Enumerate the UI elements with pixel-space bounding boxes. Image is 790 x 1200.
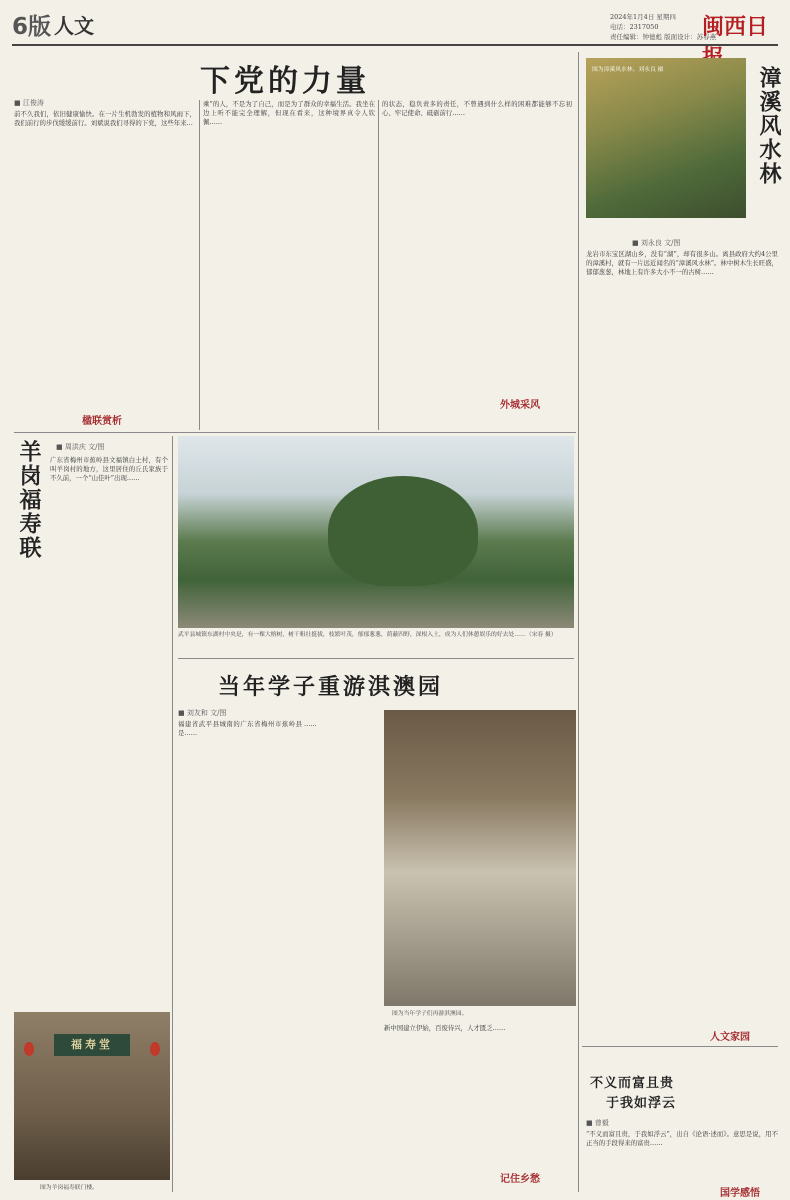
zhangxi-title: 漳溪风水林 bbox=[756, 66, 782, 186]
feel-byline-text: 曾毅 bbox=[594, 1119, 609, 1127]
school-byline: ■ 刘友和 文/图 bbox=[178, 709, 227, 717]
divider bbox=[178, 658, 574, 659]
divider bbox=[582, 1046, 778, 1047]
school-photo bbox=[384, 710, 576, 1006]
badge-waichengcaifeng: 外城采风 bbox=[500, 400, 540, 411]
school-col-2: …… bbox=[304, 720, 317, 728]
badge-jizhuxiangchou: 记住乡愁 bbox=[500, 1174, 540, 1185]
couplet-byline: ■ 周洪庆 文/图 bbox=[56, 443, 105, 451]
badge-renwenjiayuan: 人文家园 bbox=[710, 1032, 750, 1043]
school-title: 当年学子重游淇澳园 bbox=[218, 674, 444, 700]
school-col-3: 新中国建立伊始，百废待兴，人才匮乏…… bbox=[384, 1024, 506, 1032]
school-byline-text: 刘友和 文/图 bbox=[186, 709, 227, 717]
main-byline: ■ 江俊涛 bbox=[14, 99, 44, 107]
banyan-photo bbox=[178, 436, 574, 628]
main-title: 下党的力量 bbox=[200, 64, 370, 99]
zhangxi-photo-caption: 图为漳溪风水林。刘永良 摄 bbox=[592, 67, 664, 73]
feel-byline: ■ 曾毅 bbox=[586, 1119, 609, 1127]
divider bbox=[378, 100, 379, 430]
zhangxi-body: 龙岩市东宝区湖山乡，没有“湖”，却有很多山。离县政府大约4公里的漳溪村，就有一片远近闻名的“漳溪风水林”。林中树木生长旺盛，郁郁葱葱，林地上有许多大小不一的古树…… bbox=[586, 250, 778, 277]
newspaper-logo: 闽西日 bbox=[702, 15, 769, 40]
divider bbox=[172, 436, 173, 1192]
right-divider bbox=[578, 52, 579, 1192]
main-col-3: 的状态，稳负责多的责任，不曾遇到什么样的困难都能够不忘初心、牢记使命、砥砺前行…… bbox=[382, 100, 572, 118]
couplet-byline-text: 周洪庆 文/图 bbox=[64, 443, 105, 451]
header-rule bbox=[12, 44, 778, 46]
plaque: 福寿堂 bbox=[54, 1034, 130, 1056]
couplet-title: 羊岗福寿联 bbox=[16, 440, 42, 560]
lantern-icon bbox=[150, 1042, 160, 1056]
phone: 电话：2317050 bbox=[610, 23, 659, 31]
page-number: 6版 bbox=[12, 14, 52, 40]
couplet-body-top: 广东省梅州市蕉岭县文福镇白土村，有个叫羊岗村的地方，这里居住的丘氏家族于不久前，一个“山佳叶”出现…… bbox=[50, 456, 168, 483]
feel-title-line-2: 于我如浮云 bbox=[606, 1096, 677, 1111]
couplet-photo-caption: 图为羊岗福寿联门楼。 bbox=[40, 1185, 98, 1191]
main-col-1: 前不久我们，依旧健康愉快。在一片生机勃发的植物和风雨下，我们前行的步伐缓缓前行。刘斌说我们寻得的下党，这些年来… bbox=[14, 110, 196, 128]
main-col-2: 乘”的人，不是为了自己，而是为了群众的幸福生活。我坐在边上听不能完全理解，但现在看来，这种境界真令人钦佩…… bbox=[203, 100, 375, 127]
zhangxi-photo bbox=[586, 58, 746, 218]
zhangxi-byline: ■ 刘永良 文/图 bbox=[632, 239, 681, 247]
feel-body: “不义而富且贵，于我如浮云”，出自《论语·述而》。意思是说，用不正当的手段得来的富贵…… bbox=[586, 1130, 778, 1148]
main-byline-text: 江俊涛 bbox=[22, 99, 44, 107]
school-col-1: 福建省武平县城南的广东省梅州市蕉岭县是…… bbox=[178, 720, 302, 738]
editors: 责任编辑：钟德彪 版面设计：苏春燕 bbox=[610, 33, 717, 41]
banyan-caption: 武平县城镇东湖村中央是，有一棵大榕树，树干粗壮挺拔，枝繁叶茂，郁郁葱葱，荫蔽四野，深根入土，成为人们休憩娱乐的好去处……（宋春 摄） bbox=[178, 632, 557, 638]
zhangxi-byline-text: 刘永良 文/图 bbox=[640, 239, 681, 247]
couplet-body-bottom bbox=[14, 626, 170, 1008]
badge-yinglian: 楹联赏析 bbox=[82, 416, 122, 427]
couplet-photo bbox=[14, 1012, 170, 1180]
section-title: 人文 bbox=[54, 14, 94, 38]
feel-title-line-1: 不义而富且贵 bbox=[590, 1076, 675, 1091]
divider bbox=[14, 432, 576, 433]
tree-canopy bbox=[328, 476, 478, 586]
page-header bbox=[12, 8, 778, 44]
lantern-icon bbox=[24, 1042, 34, 1056]
school-photo-caption: 图为当年学子们再游淇澳园。 bbox=[392, 1011, 468, 1017]
badge-guoxueganwu: 国学感悟 bbox=[720, 1188, 760, 1199]
issue-date: 2024年1月4日 星期四 bbox=[610, 13, 676, 21]
divider bbox=[199, 100, 200, 430]
